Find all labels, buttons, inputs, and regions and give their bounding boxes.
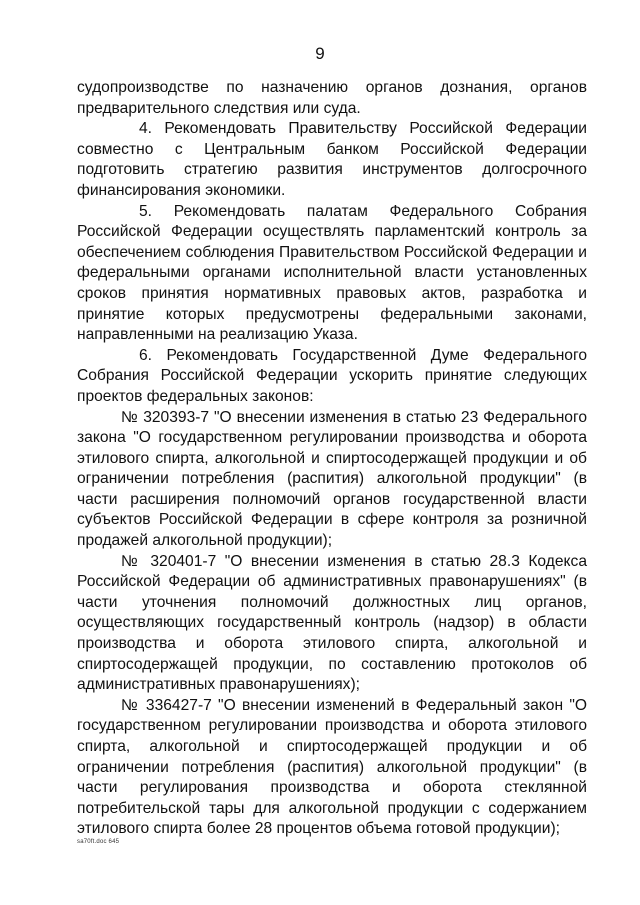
bill-320401-7: № 320401-7 "О внесении изменения в статью 28.3 Кодекса Российской Федерации об административных правонарушениях" (в части уточнения полномочий должностных лиц органов, осуществляющих государственный контроль (надзор) в области производства и оборота этилового спирта, алкогольной и спиртосодержащей продукции, по составлению протоколов об административных правонарушениях);: [77, 552, 587, 694]
paragraph-item-6: 6. Рекомендовать Государственной Думе Федерального Собрания Российской Федерации ускорить принятие следующих проектов федеральных законов:: [77, 346, 587, 405]
bill-336427-7: № 336427-7 "О внесении изменений в Федеральный закон "О государственном регулировании производства и оборота этилового спирта, алкогольной и спиртосодержащей продукции и об ограничении потребления (распития) алкогольной продукции" (в части регулирования производства и оборота стеклянной потребительской тары для алкогольной продукции с содержанием этилового спирта более 28 процентов объема готовой продукции);: [77, 696, 587, 838]
page-number: 9: [315, 44, 325, 63]
document-body: [77, 78, 587, 840]
paragraph-item-4: 4. Рекомендовать Правительству Российской Федерации совместно с Центральным банком Российской Федерации подготовить стратегию развития инструментов долгосрочного финансирования экономики.: [77, 120, 587, 199]
paragraph-item-5: 5. Рекомендовать палатам Федерального Собрания Российской Федерации осуществлять парламентский контроль за обеспечением соблюдения Правительством Российской Федерации и федеральными органами исполнительной власти установленных сроков принятия нормативных правовых актов, разработка и принятие которых предусмотрены федеральными законами, направленными на реализацию Указа.: [77, 202, 587, 344]
footer-file-reference: sa70ft.doc 645: [77, 839, 120, 845]
paragraph-continuation: судопроизводстве по назначению органов дознания, органов предварительного следствия или суда.: [77, 79, 587, 117]
bill-320393-7: № 320393-7 "О внесении изменения в статью 23 Федерального закона "О государственном регулировании производства и оборота этилового спирта, алкогольной и спиртосодержащей продукции и об ограничении потребления (распития) алкогольной продукции" (в части расширения полномочий органов государственной власти субъектов Российской Федерации в сфере контроля за розничной продажей алкогольной продукции);: [77, 408, 587, 550]
